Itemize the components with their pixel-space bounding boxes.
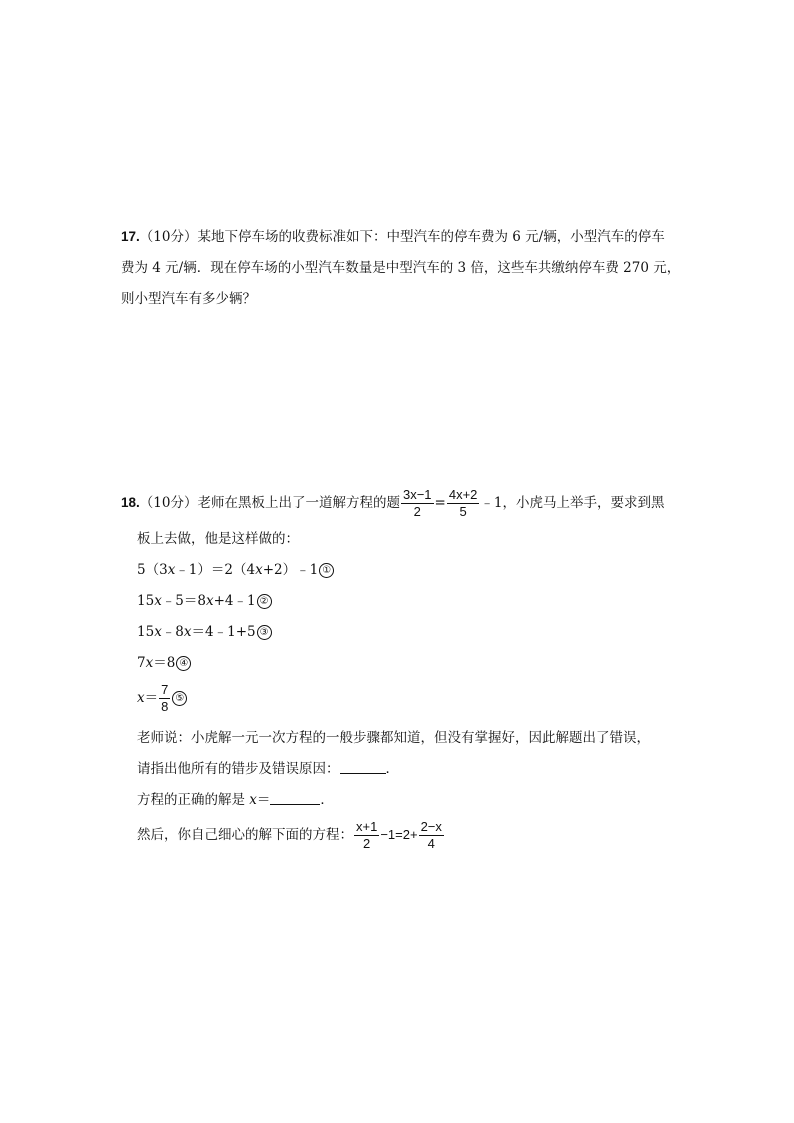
step-text: ﹣8 [161, 624, 184, 640]
teacher-comment: 老师说：小虎解一元一次方程的一般步骤都知道，但没有掌握好，因此解题出了错误， [137, 730, 650, 746]
q18-line-1 [121, 485, 665, 521]
q17-text-2: 费为 4 元/辆．现在停车场的小型汽车数量是中型汽车的 3 倍，这些车共缴纳停车费 270 元， [121, 260, 681, 276]
period: ． [320, 792, 334, 808]
q18-fraction-2 [447, 487, 480, 520]
q18-ask-line [137, 760, 399, 778]
q18-teacher-line [137, 729, 650, 747]
q17-text-3: 则小型汽车有多少辆？ [121, 291, 256, 307]
fraction-numerator: 2−x [420, 819, 442, 834]
step-text: 7 [137, 655, 146, 671]
fraction-numerator: 3x−1 [402, 487, 432, 502]
q18-step-1 [137, 561, 334, 579]
fraction-denominator: 8 [161, 699, 169, 714]
variable-x: x [255, 562, 263, 578]
q18-intro-a: 老师在黑板上出了一道解方程的题 [197, 495, 400, 511]
error-answer-blank[interactable] [340, 761, 386, 774]
q17-number: 17. [121, 229, 140, 244]
step-text: 15 [137, 593, 155, 609]
q18-line-2 [137, 530, 299, 548]
variable-x: x [183, 624, 192, 640]
fraction-denominator: 2 [413, 504, 421, 519]
correct-solution-text: 方程的正确的解是 [137, 792, 250, 808]
step-marker-5: ⑤ [172, 691, 187, 706]
q18-correct-line [137, 791, 334, 809]
equation2-middle: −1=2+ [380, 827, 418, 842]
q18-equals: = [434, 495, 446, 511]
q18-number: 18. [121, 495, 140, 510]
step-marker-1: ① [319, 563, 334, 578]
q18-step-2 [137, 592, 272, 610]
q18-points: （10分） [139, 495, 198, 511]
step-text: ﹣1）＝2（4 [175, 562, 256, 578]
fraction-denominator: 2 [363, 836, 371, 851]
step-text: ＝4﹣1+5 [191, 624, 256, 640]
q18-intro-b: ﹣1，小虎马上举手，要求到黑 [480, 495, 665, 511]
step-text: ＝ [144, 690, 159, 706]
q18-fraction-1 [401, 487, 434, 520]
q18-intro-line-2: 板上去做，他是这样做的： [137, 531, 299, 547]
variable-x: x [145, 655, 154, 671]
variable-x: x [154, 624, 162, 640]
fraction-denominator: 4 [427, 836, 435, 851]
q18-step-5 [137, 680, 187, 716]
equation2-fraction-1 [354, 819, 379, 852]
step-marker-2: ② [257, 594, 272, 609]
ask-text: 请指出他所有的错步及错误原因： [137, 761, 340, 777]
then-text: 然后，你自己细心的解下面的方程： [137, 827, 353, 843]
variable-x: x [137, 690, 145, 706]
q18-step-3 [137, 623, 272, 641]
q18-step-4 [137, 654, 191, 672]
q17-line-2 [121, 259, 680, 277]
fraction-denominator: 5 [459, 504, 467, 519]
q17-text-1: 某地下停车场的收费标准如下：中型汽车的停车费为 6 元/辆，小型汽车的停车 [197, 229, 665, 245]
period: ． [385, 761, 399, 777]
q17-line-1 [121, 228, 665, 246]
step-text: 15 [137, 624, 155, 640]
fraction-numerator: x+1 [356, 819, 378, 834]
solution-answer-blank[interactable] [270, 792, 320, 805]
variable-x: x [167, 562, 176, 578]
step5-fraction [159, 682, 170, 715]
step-marker-4: ④ [176, 656, 191, 671]
step-text: ＝8 [153, 655, 176, 671]
equation2-fraction-2 [419, 819, 444, 852]
step-text: +2）﹣1 [262, 562, 319, 578]
step-text: ﹣5＝8 [161, 593, 206, 609]
q17-line-3 [121, 290, 256, 308]
step-marker-3: ③ [257, 625, 272, 640]
step-text: +4﹣1 [213, 593, 256, 609]
variable-x: x [154, 593, 162, 609]
fraction-numerator: 4x+2 [448, 487, 478, 502]
fraction-numerator: 7 [161, 682, 169, 697]
equals: ＝ [256, 792, 271, 808]
step-text: 5（3 [137, 562, 168, 578]
variable-x: x [206, 593, 214, 609]
q18-then-line [137, 817, 445, 853]
q17-points: （10分） [139, 229, 198, 245]
variable-x: x [249, 792, 257, 808]
